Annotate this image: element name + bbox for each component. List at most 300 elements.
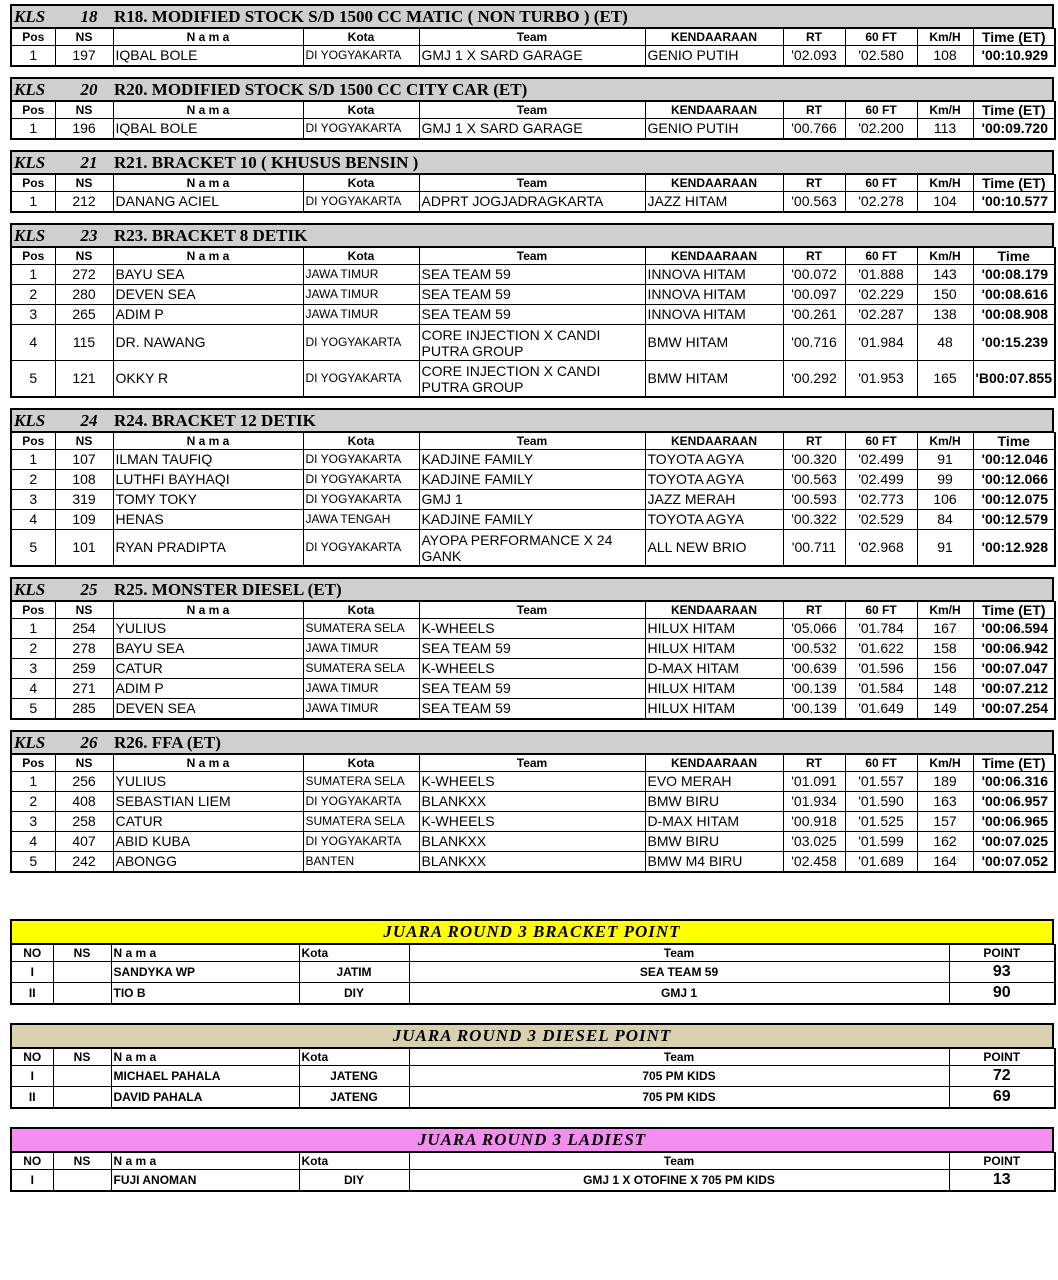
cell-ns: 115	[55, 325, 113, 361]
column-header-team: Team	[419, 433, 645, 450]
cell-kota: JAWA TIMUR	[303, 265, 419, 285]
cell-team: SEA TEAM 59	[419, 285, 645, 305]
cell-time: '00:08.616	[973, 285, 1055, 305]
results-table	[10, 101, 1056, 140]
cell-team: BLANKXX	[419, 852, 645, 873]
result-row	[11, 679, 1055, 699]
points-title: JUARA ROUND 3 LADIEST	[10, 1127, 1054, 1152]
kls-number: 18	[80, 7, 98, 26]
cell-nama: ILMAN TAUFIQ	[113, 450, 303, 470]
cell-kmh: 157	[917, 812, 973, 832]
cell-kendaraan: TOYOTA AGYA	[645, 510, 783, 530]
cell-rt: '00.139	[783, 679, 845, 699]
cell-kendaraan: INNOVA HITAM	[645, 285, 783, 305]
race-title: R26. FFA (ET)	[114, 733, 221, 752]
results-table	[10, 432, 1056, 567]
cell-pos: 4	[11, 832, 55, 852]
cell-pos: 5	[11, 530, 55, 567]
column-header-ns: NS	[55, 755, 113, 772]
race-title-bar	[10, 77, 1054, 101]
race-title-bar	[10, 577, 1054, 601]
cell-nama: ABID KUBA	[113, 832, 303, 852]
cell-kendaraan: HILUX HITAM	[645, 639, 783, 659]
cell-nama: FUJI ANOMAN	[111, 1170, 299, 1192]
points-section	[10, 1023, 1054, 1109]
result-row	[11, 450, 1055, 470]
cell-pos: 1	[11, 46, 55, 67]
column-header-team: Team	[419, 248, 645, 265]
column-header-time: Time	[973, 248, 1055, 265]
cell-pos: 5	[11, 852, 55, 873]
race-title-bar	[10, 730, 1054, 754]
points-table	[10, 1048, 1056, 1109]
cell-time: '00:06.594	[973, 619, 1055, 639]
cell-point: 69	[949, 1087, 1055, 1109]
column-header-time: Time	[973, 433, 1055, 450]
cell-team: SEA TEAM 59	[419, 265, 645, 285]
cell-nama: SANDYKA WP	[111, 962, 299, 983]
column-header-point: POINT	[949, 1153, 1055, 1170]
result-row	[11, 530, 1055, 567]
cell-kendaraan: BMW HITAM	[645, 361, 783, 398]
cell-point: 72	[949, 1066, 1055, 1087]
cell-ft: '01.953	[845, 361, 917, 398]
cell-ft: '01.584	[845, 679, 917, 699]
cell-nama: HENAS	[113, 510, 303, 530]
cell-pos: 3	[11, 305, 55, 325]
cell-kendaraan: EVO MERAH	[645, 772, 783, 792]
cell-kota: SUMATERA SELA	[303, 812, 419, 832]
cell-ns: 408	[55, 792, 113, 812]
column-header-rt: RT	[783, 602, 845, 619]
column-header-kmh: Km/H	[917, 29, 973, 46]
result-row	[11, 119, 1055, 140]
result-row	[11, 265, 1055, 285]
result-row	[11, 659, 1055, 679]
column-header-kendaraan: KENDAARAAN	[645, 755, 783, 772]
race-title: R20. MODIFIED STOCK S/D 1500 CC CITY CAR (ET)	[114, 80, 528, 99]
kls-label: KLS	[14, 733, 46, 752]
cell-ft: '01.984	[845, 325, 917, 361]
cell-kendaraan: JAZZ MERAH	[645, 490, 783, 510]
cell-time: '00:12.579	[973, 510, 1055, 530]
cell-kota: JAWA TENGAH	[303, 510, 419, 530]
cell-ft: '01.599	[845, 832, 917, 852]
column-header-ns: NS	[53, 945, 111, 962]
cell-ns: 285	[55, 699, 113, 720]
results-table	[10, 754, 1056, 873]
column-header-pos: Pos	[11, 602, 55, 619]
cell-pos: 4	[11, 510, 55, 530]
column-header-pos: Pos	[11, 102, 55, 119]
race-section	[10, 577, 1054, 720]
cell-kmh: 158	[917, 639, 973, 659]
cell-kendaraan: GENIO PUTIH	[645, 119, 783, 140]
cell-pos: 4	[11, 325, 55, 361]
column-header-team: Team	[419, 102, 645, 119]
cell-ns: 256	[55, 772, 113, 792]
results-table	[10, 174, 1056, 213]
result-row	[11, 305, 1055, 325]
cell-ns	[53, 1087, 111, 1109]
column-header-kota: Kota	[303, 248, 419, 265]
cell-pos: 1	[11, 192, 55, 213]
cell-ft: '02.287	[845, 305, 917, 325]
result-row	[11, 852, 1055, 873]
cell-kendaraan: HILUX HITAM	[645, 679, 783, 699]
cell-nama: ADIM P	[113, 305, 303, 325]
cell-kendaraan: HILUX HITAM	[645, 619, 783, 639]
cell-ft: '01.649	[845, 699, 917, 720]
column-header-kota: Kota	[299, 945, 409, 962]
column-header-ft: 60 FT	[845, 433, 917, 450]
cell-rt: '00.716	[783, 325, 845, 361]
column-header-kota: Kota	[303, 29, 419, 46]
column-header-rt: RT	[783, 248, 845, 265]
cell-ns	[53, 1066, 111, 1087]
cell-point: 93	[949, 962, 1055, 983]
cell-kota: SUMATERA SELA	[303, 772, 419, 792]
cell-kota: JATENG	[299, 1066, 409, 1087]
cell-kota: DI YOGYAKARTA	[303, 192, 419, 213]
cell-time: '00:08.908	[973, 305, 1055, 325]
column-header-nama: N a m a	[113, 755, 303, 772]
cell-kmh: 48	[917, 325, 973, 361]
cell-kmh: 104	[917, 192, 973, 213]
cell-kota: DI YOGYAKARTA	[303, 119, 419, 140]
cell-kota: JAWA TIMUR	[303, 639, 419, 659]
cell-no: I	[11, 962, 53, 983]
race-title-bar	[10, 4, 1054, 28]
results-document	[10, 4, 1054, 1210]
cell-pos: 1	[11, 450, 55, 470]
column-header-kmh: Km/H	[917, 602, 973, 619]
race-section	[10, 408, 1054, 567]
race-title: R23. BRACKET 8 DETIK	[114, 226, 308, 245]
cell-time: '00:07.047	[973, 659, 1055, 679]
cell-ft: '02.968	[845, 530, 917, 567]
cell-rt: '00.593	[783, 490, 845, 510]
cell-ns: 407	[55, 832, 113, 852]
column-header-ns: NS	[55, 602, 113, 619]
cell-team: GMJ 1	[419, 490, 645, 510]
cell-team: KADJINE FAMILY	[419, 510, 645, 530]
cell-no: I	[11, 1170, 53, 1192]
header-row	[11, 248, 1055, 265]
column-header-kota: Kota	[299, 1049, 409, 1066]
cell-ft: '01.590	[845, 792, 917, 812]
cell-rt: '00.139	[783, 699, 845, 720]
cell-rt: '02.093	[783, 46, 845, 67]
header-row	[11, 29, 1055, 46]
race-title: R24. BRACKET 12 DETIK	[114, 411, 316, 430]
column-header-kota: Kota	[299, 1153, 409, 1170]
cell-time: '00:08.179	[973, 265, 1055, 285]
column-header-rt: RT	[783, 29, 845, 46]
column-header-rt: RT	[783, 755, 845, 772]
column-header-rt: RT	[783, 102, 845, 119]
column-header-kota: Kota	[303, 102, 419, 119]
header-row	[11, 433, 1055, 450]
cell-ns: 259	[55, 659, 113, 679]
cell-kota: JATIM	[299, 962, 409, 983]
header-row	[11, 602, 1055, 619]
cell-rt: '00.711	[783, 530, 845, 567]
column-header-team: Team	[419, 755, 645, 772]
header-row	[11, 755, 1055, 772]
points-row	[11, 1066, 1055, 1087]
result-row	[11, 325, 1055, 361]
column-header-nama: N a m a	[111, 1049, 299, 1066]
cell-time: '00:07.052	[973, 852, 1055, 873]
points-section	[10, 1127, 1054, 1192]
column-header-time: Time (ET)	[973, 755, 1055, 772]
result-row	[11, 699, 1055, 720]
cell-kmh: 99	[917, 470, 973, 490]
cell-team: SEA TEAM 59	[419, 699, 645, 720]
cell-kmh: 143	[917, 265, 973, 285]
cell-time: '00:06.316	[973, 772, 1055, 792]
result-row	[11, 619, 1055, 639]
cell-ns	[53, 983, 111, 1005]
cell-pos: 3	[11, 812, 55, 832]
results-table	[10, 601, 1056, 720]
cell-team: KADJINE FAMILY	[419, 470, 645, 490]
column-header-team: Team	[409, 945, 949, 962]
cell-rt: '00.261	[783, 305, 845, 325]
points-row	[11, 1087, 1055, 1109]
cell-rt: '00.322	[783, 510, 845, 530]
race-title-bar	[10, 408, 1054, 432]
cell-nama: IQBAL BOLE	[113, 119, 303, 140]
kls-label: KLS	[14, 411, 46, 430]
column-header-rt: RT	[783, 175, 845, 192]
cell-ns: 101	[55, 530, 113, 567]
cell-ft: '01.596	[845, 659, 917, 679]
cell-nama: YULIUS	[113, 772, 303, 792]
cell-kmh: 113	[917, 119, 973, 140]
cell-pos: 1	[11, 119, 55, 140]
cell-rt: '00.320	[783, 450, 845, 470]
cell-kota: JAWA TIMUR	[303, 679, 419, 699]
cell-rt: '00.563	[783, 470, 845, 490]
column-header-team: Team	[419, 175, 645, 192]
cell-kmh: 165	[917, 361, 973, 398]
cell-ns: 319	[55, 490, 113, 510]
column-header-time: Time (ET)	[973, 602, 1055, 619]
cell-nama: DAVID PAHALA	[111, 1087, 299, 1109]
column-header-kendaraan: KENDAARAAN	[645, 248, 783, 265]
cell-team: GMJ 1 X SARD GARAGE	[419, 119, 645, 140]
cell-team: GMJ 1	[409, 983, 949, 1005]
result-row	[11, 792, 1055, 812]
header-row	[11, 1049, 1055, 1066]
column-header-ft: 60 FT	[845, 248, 917, 265]
result-row	[11, 361, 1055, 398]
cell-nama: ADIM P	[113, 679, 303, 699]
cell-team: SEA TEAM 59	[419, 679, 645, 699]
cell-nama: ABONGG	[113, 852, 303, 873]
column-header-nama: N a m a	[113, 102, 303, 119]
cell-pos: 4	[11, 679, 55, 699]
column-header-kmh: Km/H	[917, 175, 973, 192]
column-header-kendaraan: KENDAARAAN	[645, 102, 783, 119]
result-row	[11, 772, 1055, 792]
cell-ns: 258	[55, 812, 113, 832]
column-header-time: Time (ET)	[973, 175, 1055, 192]
cell-no: I	[11, 1066, 53, 1087]
cell-kota: DI YOGYAKARTA	[303, 530, 419, 567]
cell-ns: 109	[55, 510, 113, 530]
points-row	[11, 1170, 1055, 1192]
column-header-team: Team	[409, 1153, 949, 1170]
kls-label: KLS	[14, 580, 46, 599]
cell-ft: '01.525	[845, 812, 917, 832]
cell-ft: '01.557	[845, 772, 917, 792]
column-header-kmh: Km/H	[917, 102, 973, 119]
column-header-point: POINT	[949, 945, 1055, 962]
cell-nama: BAYU SEA	[113, 265, 303, 285]
cell-point: 13	[949, 1170, 1055, 1192]
cell-nama: CATUR	[113, 659, 303, 679]
cell-time: '00:06.957	[973, 792, 1055, 812]
column-header-kota: Kota	[303, 755, 419, 772]
column-header-nama: N a m a	[113, 602, 303, 619]
cell-kmh: 91	[917, 450, 973, 470]
cell-ft: '01.622	[845, 639, 917, 659]
cell-kota: DI YOGYAKARTA	[303, 470, 419, 490]
cell-kota: DI YOGYAKARTA	[303, 450, 419, 470]
cell-ns: 254	[55, 619, 113, 639]
cell-kota: DI YOGYAKARTA	[303, 832, 419, 852]
cell-rt: '00.292	[783, 361, 845, 398]
cell-ft: '02.278	[845, 192, 917, 213]
cell-kendaraan: JAZZ HITAM	[645, 192, 783, 213]
result-row	[11, 812, 1055, 832]
cell-ft: '02.499	[845, 450, 917, 470]
column-header-ns: NS	[55, 175, 113, 192]
cell-kota: JAWA TIMUR	[303, 285, 419, 305]
column-header-pos: Pos	[11, 29, 55, 46]
column-header-ns: NS	[55, 433, 113, 450]
points-row	[11, 962, 1055, 983]
cell-kmh: 189	[917, 772, 973, 792]
column-header-ns: NS	[55, 29, 113, 46]
column-header-pos: Pos	[11, 433, 55, 450]
race-title: R18. MODIFIED STOCK S/D 1500 CC MATIC ( NON TURBO ) (ET)	[114, 7, 628, 26]
column-header-ft: 60 FT	[845, 102, 917, 119]
race-section	[10, 77, 1054, 140]
cell-ft: '01.689	[845, 852, 917, 873]
column-header-team: Team	[419, 602, 645, 619]
cell-nama: YULIUS	[113, 619, 303, 639]
kls-label: KLS	[14, 80, 46, 99]
cell-team: K-WHEELS	[419, 659, 645, 679]
race-section	[10, 150, 1054, 213]
cell-kendaraan: HILUX HITAM	[645, 699, 783, 720]
cell-nama: TOMY TOKY	[113, 490, 303, 510]
cell-time: '00:06.965	[973, 812, 1055, 832]
result-row	[11, 490, 1055, 510]
column-header-kmh: Km/H	[917, 755, 973, 772]
column-header-pos: Pos	[11, 248, 55, 265]
cell-nama: RYAN PRADIPTA	[113, 530, 303, 567]
cell-team: BLANKXX	[419, 832, 645, 852]
cell-kendaraan: TOYOTA AGYA	[645, 450, 783, 470]
cell-kmh: 156	[917, 659, 973, 679]
cell-kota: JAWA TIMUR	[303, 699, 419, 720]
column-header-point: POINT	[949, 1049, 1055, 1066]
cell-time: '00:07.212	[973, 679, 1055, 699]
column-header-time: Time (ET)	[973, 102, 1055, 119]
cell-kota: DIY	[299, 983, 409, 1005]
cell-nama: TIO B	[111, 983, 299, 1005]
result-row	[11, 46, 1055, 67]
cell-kendaraan: D-MAX HITAM	[645, 812, 783, 832]
column-header-kendaraan: KENDAARAAN	[645, 29, 783, 46]
kls-number: 20	[80, 80, 98, 99]
column-header-no: NO	[11, 945, 53, 962]
column-header-kendaraan: KENDAARAAN	[645, 602, 783, 619]
cell-time: '00:09.720	[973, 119, 1055, 140]
kls-number: 23	[80, 226, 98, 245]
cell-ns: 107	[55, 450, 113, 470]
cell-ns: 212	[55, 192, 113, 213]
cell-ns: 197	[55, 46, 113, 67]
cell-nama: CATUR	[113, 812, 303, 832]
column-header-team: Team	[409, 1049, 949, 1066]
points-section	[10, 919, 1054, 1005]
header-row	[11, 945, 1055, 962]
cell-team: ADPRT JOGJADRAGKARTA	[419, 192, 645, 213]
column-header-ns: NS	[55, 102, 113, 119]
column-header-nama: N a m a	[113, 175, 303, 192]
points-table	[10, 944, 1056, 1005]
cell-team: 705 PM KIDS	[409, 1087, 949, 1109]
kls-label: KLS	[14, 7, 46, 26]
cell-kendaraan: INNOVA HITAM	[645, 305, 783, 325]
cell-pos: 5	[11, 361, 55, 398]
column-header-ns: NS	[53, 1049, 111, 1066]
header-row	[11, 102, 1055, 119]
cell-team: 705 PM KIDS	[409, 1066, 949, 1087]
cell-team: KADJINE FAMILY	[419, 450, 645, 470]
cell-ns: 121	[55, 361, 113, 398]
points-title: JUARA ROUND 3 DIESEL POINT	[10, 1023, 1054, 1048]
cell-nama: MICHAEL PAHALA	[111, 1066, 299, 1087]
points-title: JUARA ROUND 3 BRACKET POINT	[10, 919, 1054, 944]
cell-nama: DEVEN SEA	[113, 699, 303, 720]
cell-time: '00:15.239	[973, 325, 1055, 361]
cell-ft: '02.580	[845, 46, 917, 67]
column-header-rt: RT	[783, 433, 845, 450]
column-header-time: Time (ET)	[973, 29, 1055, 46]
result-row	[11, 470, 1055, 490]
race-title: R21. BRACKET 10 ( KHUSUS BENSIN )	[114, 153, 419, 172]
cell-kota: DI YOGYAKARTA	[303, 490, 419, 510]
cell-kota: SUMATERA SELA	[303, 619, 419, 639]
results-table	[10, 247, 1056, 398]
cell-time: '00:07.025	[973, 832, 1055, 852]
kls-number: 26	[80, 733, 98, 752]
cell-team: BLANKXX	[419, 792, 645, 812]
column-header-kendaraan: KENDAARAAN	[645, 175, 783, 192]
column-header-nama: N a m a	[111, 945, 299, 962]
cell-kendaraan: BMW BIRU	[645, 832, 783, 852]
cell-rt: '00.563	[783, 192, 845, 213]
cell-nama: SEBASTIAN LIEM	[113, 792, 303, 812]
cell-kota: JAWA TIMUR	[303, 305, 419, 325]
